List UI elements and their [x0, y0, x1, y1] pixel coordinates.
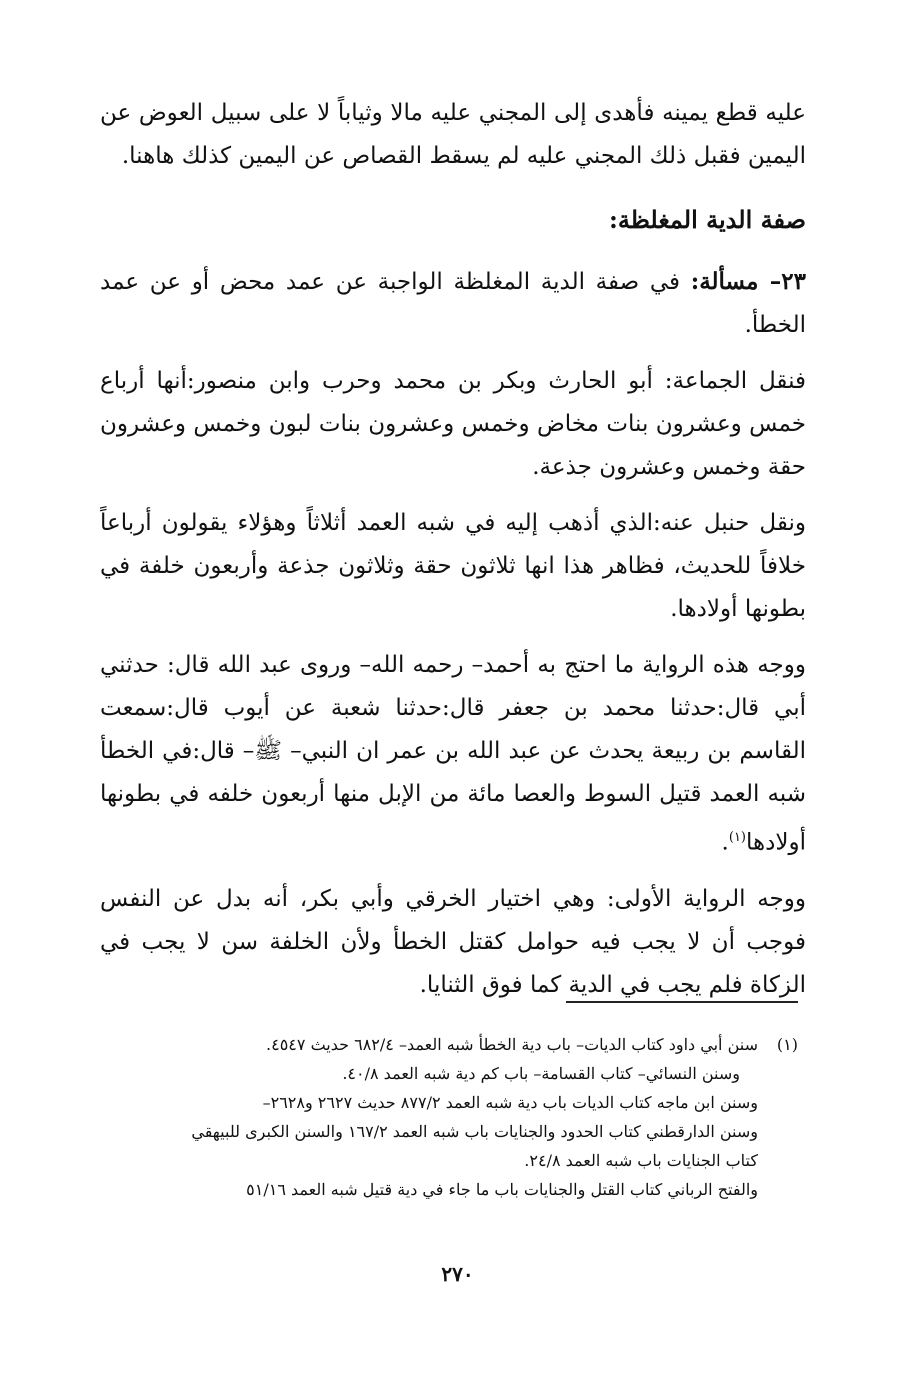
- issue-text: في صفة الدية المغلظة الواجبة عن عمد محض أو عن عمد الخطأ.: [100, 269, 806, 338]
- footnote-1: [98, 1030, 798, 1204]
- footnotes: [98, 1030, 798, 1204]
- paragraph-5-end: .: [721, 829, 729, 856]
- paragraph-3: فنقل الجماعة: أبو الحارث وبكر بن محمد وحرب وابن منصور:أنها أرباع خمس وعشرون بنات مخاض وخمس وعشرون بنات لبون وخمس وعشرون حقة وخمس وعشرون جذعة.: [100, 368, 806, 480]
- paragraph-1: عليه قطع يمينه فأهدى إلى المجني عليه مالا وثياباً لا على سبيل العوض عن اليمين فقبل ذلك المجني عليه لم يسقط القصاص عن اليمين كذلك هاهنا.: [100, 100, 806, 169]
- footnote-line: كتاب الجنايات باب شبه العمد ٢٤/٨.: [524, 1151, 758, 1170]
- issue-number: ٢٣– مسألة:: [690, 268, 806, 295]
- footnote-line: والفتح الرباني كتاب القتل والجنايات باب ما جاء في دية قتيل شبه العمد ٥١/١٦: [246, 1180, 758, 1199]
- footnote-lines: [98, 1030, 758, 1204]
- footnote-line: وسنن الدارقطني كتاب الحدود والجنايات باب شبه العمد ١٦٧/٢ والسنن الكبرى للبيهقي: [191, 1122, 758, 1141]
- footnote-line: وسنن النسائي– كتاب القسامة– باب كم دية شبه العمد ٤٠/٨.: [342, 1064, 740, 1083]
- paragraph-issue-23: [100, 260, 806, 347]
- footnote-ref[interactable]: (١): [728, 830, 746, 845]
- paragraph-4: ونقل حنبل عنه:الذي أذهب إليه في شبه العمد أثلاثاً وهؤلاء يقولون أرباعاً خلافاً للحديث، فظاهر هذا انها ثلاثون حقة وثلاثون جذعة وأربعون خلفة في بطونها أولادها.: [100, 510, 806, 622]
- section-heading: صفة الدية المغلظة:: [608, 205, 806, 234]
- main-text: [100, 92, 806, 1020]
- page-number: ٢٧٠: [441, 1262, 474, 1286]
- footnote-line: سنن أبي داود كتاب الديات– باب دية الخطأ شبه العمد– ٦٨٢/٤ حديث ٤٥٤٧.: [266, 1035, 758, 1054]
- footnote-divider: [566, 1001, 798, 1003]
- footnote-number: (١): [776, 1035, 798, 1054]
- paragraph-6: ووجه الرواية الأولى: وهي اختيار الخرقي وأبي بكر، أنه بدل عن النفس فوجب أن لا يجب فيه حوامل كقتل الخطأ ولأن الخلفة سن لا يجب في الزكاة فلم يجب في الدية كما فوق الثنايا.: [100, 885, 806, 998]
- paragraph-5: [100, 644, 806, 865]
- paragraph-5-text: ووجه هذه الرواية ما احتج به أحمد– رحمه الله– وروى عبد الله قال: حدثني أبي قال:حدثنا محمد بن جعفر قال:حدثنا شعبة عن أيوب قال:سمعت القاسم بن ربيعة يحدث عن عبد الله بن عمر ان النبي– ﷺ– قال:في الخطأ شبه العمد قتيل السوط والعصا مائة من الإبل منها أربعون خلفه في بطونها أولادها: [100, 652, 806, 856]
- footnote-line: وسنن ابن ماجه كتاب الديات باب دية شبه العمد ٨٧٧/٢ حديث ٢٦٢٧ و٢٦٢٨–: [262, 1093, 758, 1112]
